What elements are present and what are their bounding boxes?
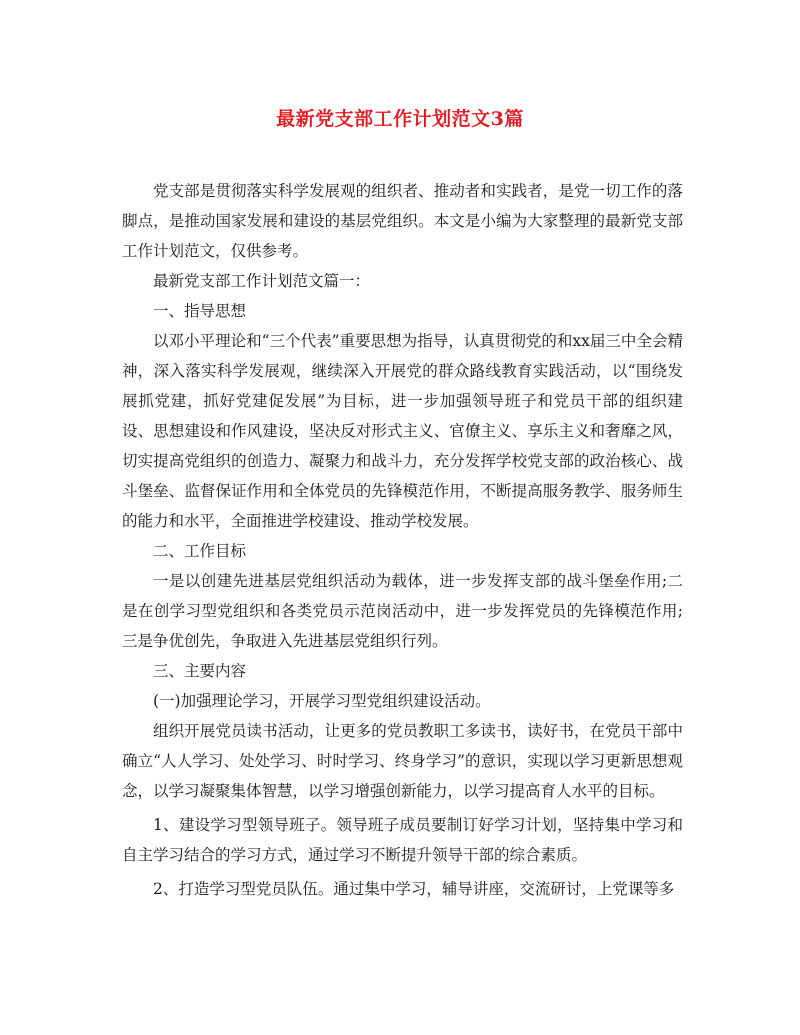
intro-paragraph: 党支部是贯彻落实科学发展观的组织者、推动者和实践者，是党一切工作的落脚点，是推动国家发展和建设的基层党组织。本文是小编为大家整理的最新党支部工作计划范文，仅供参考。 [122, 182, 683, 260]
heading-guiding-thought: 一、指导思想 [153, 302, 247, 320]
heading-work-goals: 二、工作目标 [153, 542, 247, 560]
paragraph-item-1: 1、建设学习型领导班子。领导班子成员要制订好学习计划，坚持集中学习和自主学习结合的学习方式，通过学习不断提升领导干部的综合素质。 [122, 816, 683, 864]
section-label-part-one: 最新党支部工作计划范文篇一： [153, 272, 371, 290]
paragraph-work-goals: 一是以创建先进基层党组织活动为载体，进一步发挥支部的战斗堡垒作用;二是在创学习型党组织和各类党员示范岗活动中，进一步发挥党员的先锋模范作用;三是争优创先，争取进入先进基层党组织行列。 [122, 572, 683, 650]
document-body [122, 176, 683, 904]
document-title: 最新党支部工作计划范文3篇 [276, 108, 524, 130]
paragraph-reading-activity: 组织开展党员读书活动，让更多的党员教职工多读书，读好书，在党员干部中确立“人人学习、处处学习、时时学习、终身学习”的意识，实现以学习更新思想观念，以学习凝聚集体智慧，以学习增强创新能力，以学习提高育人水平的目标。 [122, 722, 683, 800]
paragraph-guiding-thought: 以邓小平理论和“三个代表”重要思想为指导，认真贯彻党的和xx届三中全会精神，深入落实科学发展观，继续深入开展党的群众路线教育实践活动，以“围绕发展抓党建，抓好党建促发展”为目标，进一步加强领导班子和党员干部的组织建设、思想建设和作风建设，坚决反对形式主义、官僚主义、享乐主义和奢靡之风，切实提高党组织的创造力、凝聚力和战斗力，充分发挥学校党支部的政治核心、战斗堡垒、监督保证作用和全体党员的先锋模范作用，不断提高服务教学、服务师生的能力和水平，全面推进学校建设、推动学校发展。 [122, 332, 683, 530]
subheading-theory-study: (一)加强理论学习，开展学习型党组织建设活动。 [153, 692, 491, 710]
heading-main-content: 三、主要内容 [153, 662, 247, 680]
paragraph-item-2: 2、打造学习型党员队伍。通过集中学习，辅导讲座，交流研讨，上党课等多 [153, 880, 675, 898]
